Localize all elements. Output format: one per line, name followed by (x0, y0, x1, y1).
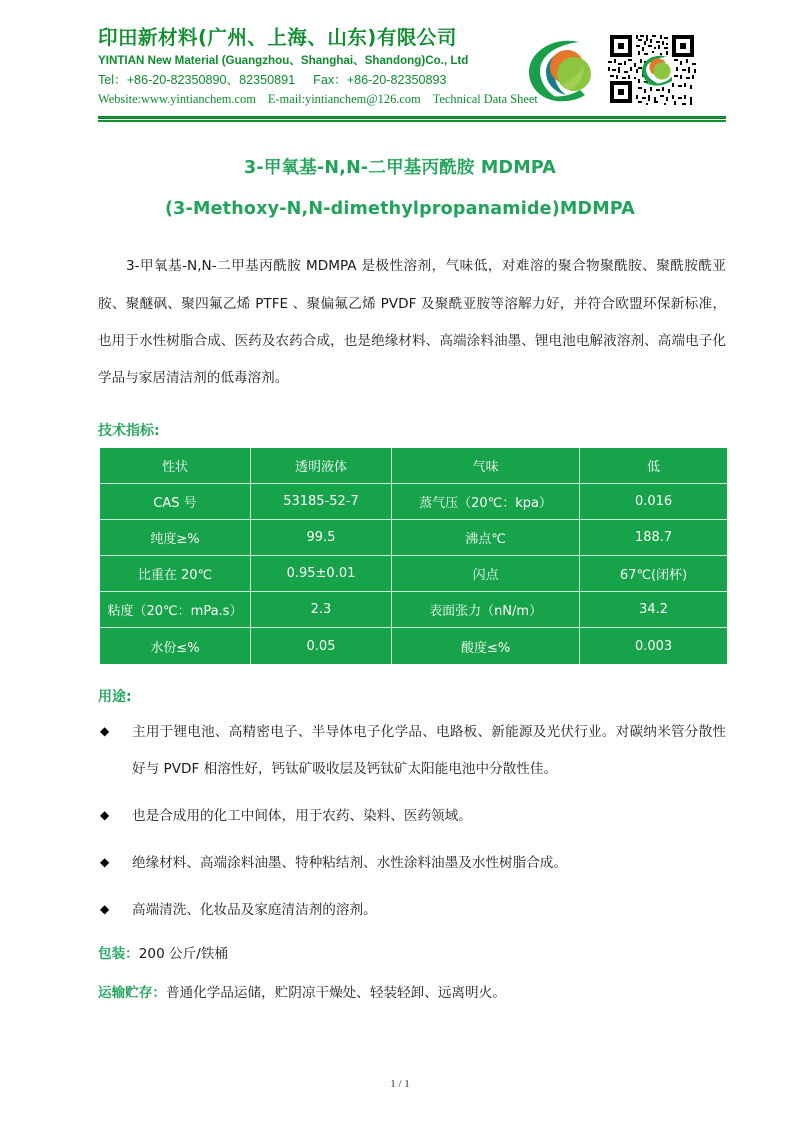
storage-label: 运输贮存： (98, 984, 166, 1001)
uses-heading: 用途: (98, 688, 132, 705)
page-number: 1 / 1 (390, 1078, 410, 1090)
list-item (98, 845, 726, 882)
page-title-en: (3-Methoxy-N,N-dimethylpropanamide)MDMPA (164, 199, 636, 220)
table-cell: 2.3 (250, 592, 391, 628)
table-cell: 34.2 (580, 592, 727, 628)
website-link[interactable]: Website:www.yintianchem.com (98, 91, 256, 106)
table-cell: 188.7 (580, 520, 727, 556)
table-cell: 53185-52-7 (250, 484, 391, 520)
table-cell: 闪点 (392, 556, 580, 592)
table-cell: 透明液体 (250, 448, 391, 484)
table-cell: 纯度≥% (100, 520, 250, 556)
table-cell: 性状 (100, 448, 250, 484)
tel-value: +86-20-82350890、82350891 (126, 72, 296, 87)
table-cell: 气味 (392, 448, 580, 484)
table-row (100, 520, 727, 556)
table-cell: 蒸气压（20℃：kpa） (392, 484, 580, 520)
document-header (0, 0, 800, 110)
table-cell: 67℃(闭杯) (580, 556, 727, 592)
company-name-cn: 印田新材料(广州、上海、山东)有限公司 (98, 26, 457, 49)
fax-value: +86-20-82350893 (346, 72, 447, 87)
packaging-value: 200 公斤/铁桶 (138, 945, 229, 962)
diamond-bullet-icon: ◆ (100, 901, 110, 916)
uses-list (98, 714, 726, 929)
tel-label: Tel： (98, 72, 127, 87)
table-cell: 0.016 (580, 484, 727, 520)
specs-heading: 技术指标: (98, 422, 160, 439)
company-info (98, 26, 538, 109)
company-contact-phone (98, 71, 528, 90)
table-cell: 0.05 (250, 628, 391, 664)
specifications-table (100, 448, 727, 664)
storage-line (98, 980, 726, 1007)
table-cell: 0.003 (580, 628, 727, 664)
company-contact-web (98, 91, 538, 109)
diamond-bullet-icon: ◆ (100, 807, 110, 822)
document-type-label: Technical Data Sheet (432, 91, 538, 106)
page-title-cn: 3-甲氧基-N,N-二甲基丙酰胺 MDMPA (243, 158, 557, 178)
list-item (98, 798, 726, 835)
table-cell: CAS 号 (100, 484, 250, 520)
list-item-text: 主用于锂电池、高精密电子、半导体电子化学品、电路板、新能源及光伏行业。对碳纳米管分散性好与 PVDF 相溶性好，钙钛矿吸收层及钙钛矿太阳能电池中分散性佳。 (132, 723, 726, 777)
diamond-bullet-icon: ◆ (100, 723, 110, 738)
table-cell: 表面张力（nN/m） (392, 592, 580, 628)
yintian-logo-icon (523, 33, 597, 107)
table-row (100, 448, 727, 484)
table-cell: 沸点℃ (392, 520, 580, 556)
list-item-text: 高端清洗、化妆品及家庭清洁剂的溶剂。 (132, 901, 377, 918)
table-row (100, 484, 727, 520)
table-cell: 99.5 (250, 520, 391, 556)
table-cell: 0.95±0.01 (250, 556, 391, 592)
packaging-line (98, 941, 726, 968)
list-item (98, 892, 726, 929)
diamond-bullet-icon: ◆ (100, 854, 110, 869)
packaging-label: 包装： (98, 945, 139, 962)
table-cell: 粘度（20℃：mPa.s） (100, 592, 250, 628)
table-row (100, 556, 727, 592)
storage-value: 普通化学品运储，贮阴凉干燥处、轻装轻卸、远离明火。 (165, 984, 506, 1001)
table-row (100, 592, 727, 628)
fax-label: Fax： (313, 72, 347, 87)
table-cell: 低 (580, 448, 727, 484)
product-title-block (0, 148, 800, 230)
product-description: 3-甲氧基-N,N-二甲基丙酰胺 MDMPA 是极性溶剂，气味低，对难溶的聚合物聚酰胺、聚酰胺酰亚胺、聚醚砜、聚四氟乙烯 PTFE 、聚偏氟乙烯 PVDF 及聚酰亚胺等溶解力好，并符合欧盟环保新标准，也用于水性树脂合成、医药及农药合成，也是绝缘材料、高端涂料油墨、锂电池电解液溶剂、高端电子化学品与家居清洁剂的低毒溶剂。 (98, 258, 726, 387)
list-item-text: 也是合成用的化工中间体，用于农药、染料、医药领域。 (132, 807, 472, 824)
list-item (98, 714, 726, 788)
qr-code-icon (606, 33, 710, 111)
table-cell: 比重在 20℃ (100, 556, 250, 592)
table-cell: 酸度≤% (392, 628, 580, 664)
table-cell: 水份≤% (100, 628, 250, 664)
email-link[interactable]: E-mail:yintianchem@126.com (267, 91, 421, 106)
company-name-en: YINTIAN New Material (Guangzhou、Shanghai、Shandong)Co., Ltd (98, 54, 469, 68)
specs-table-wrapper (100, 448, 727, 664)
list-item-text: 绝缘材料、高端涂料油墨、特种粘结剂、水性涂料油墨及水性树脂合成。 (132, 854, 567, 871)
table-row (100, 628, 727, 664)
header-divider (98, 116, 726, 122)
